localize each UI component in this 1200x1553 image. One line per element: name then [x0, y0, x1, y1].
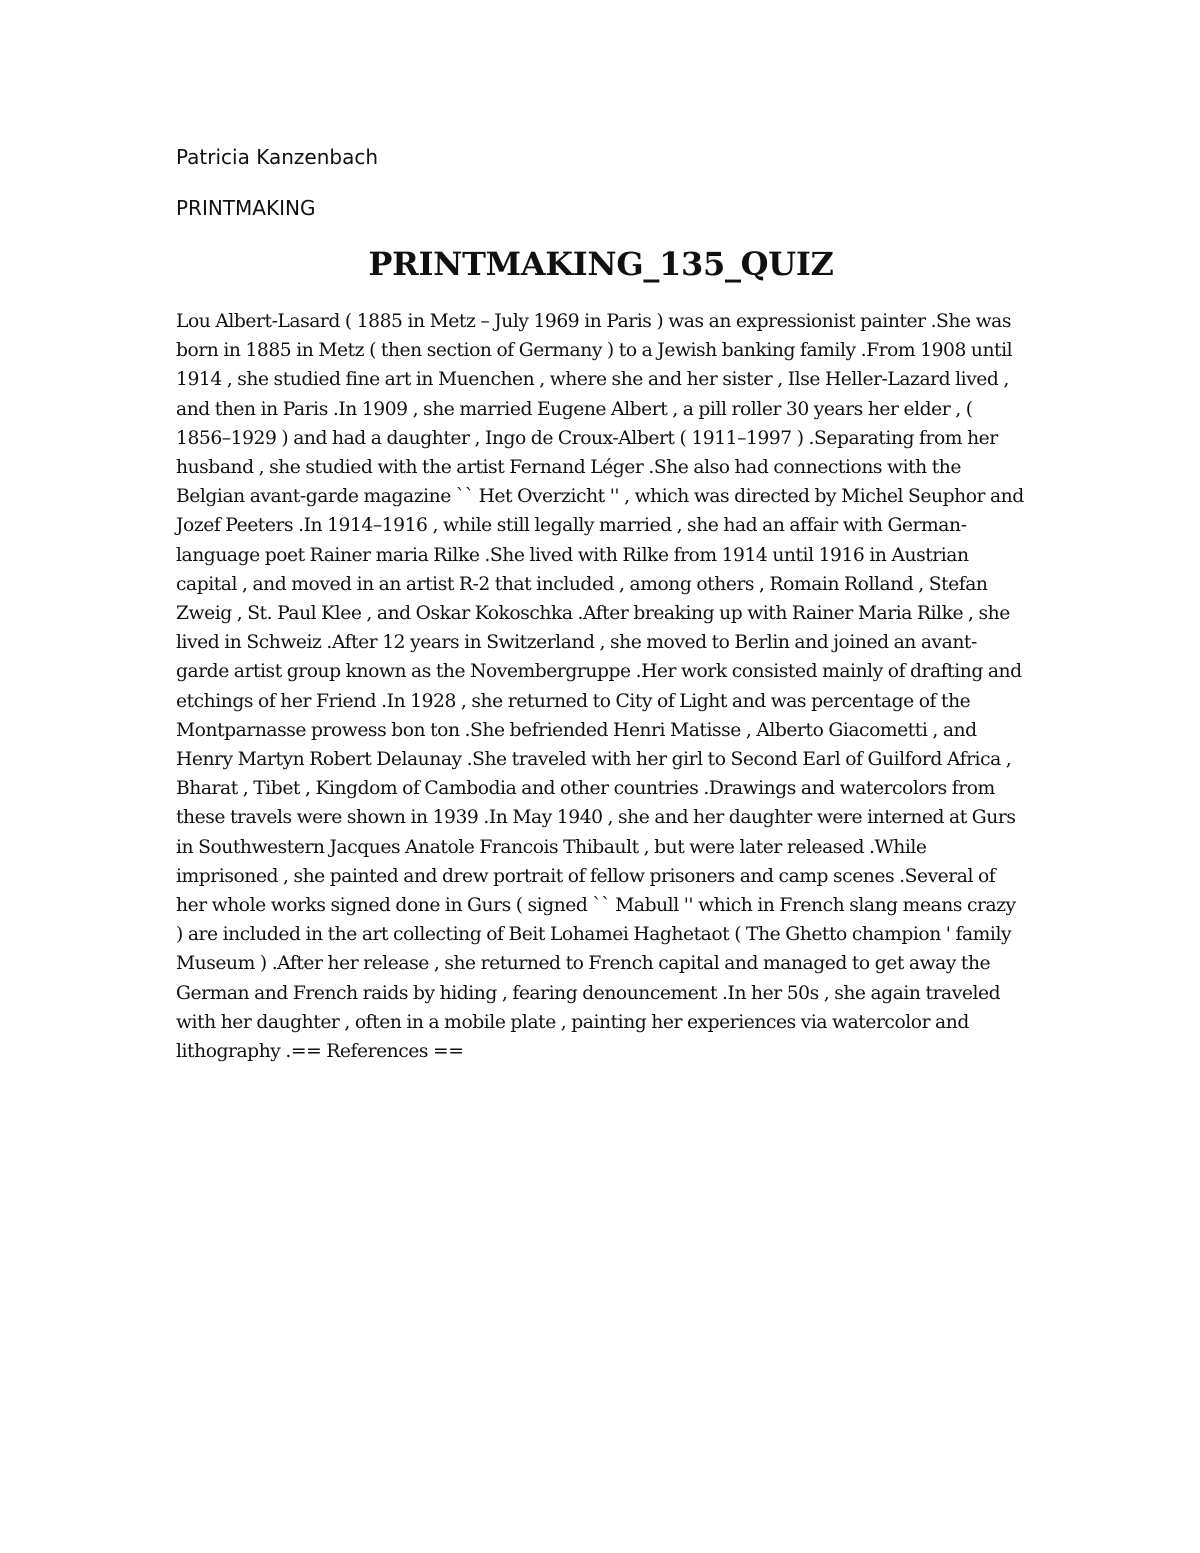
author-name: Patricia Kanzenbach — [176, 145, 379, 169]
document-title: PRINTMAKING_135_QUIZ — [368, 245, 834, 283]
course-subject: PRINTMAKING — [176, 196, 316, 220]
body-paragraph: Lou Albert-Lasard ( 1885 in Metz – July 1969 in Paris ) was an expressionist painter .She was born in 1885 in Metz ( then section of Germany ) to a Jewish banking family .From 1908 until 1914 , she studied fine art in Muenchen , where she and her sister , Ilse Heller-Lazard lived , and then in Paris .In 1909 , she married Eugene Albert , a pill roller 30 years her elder , ( 1856–1929 ) and had a daughter , Ingo de Croux-Albert ( 1911–1997 ) .Separating from her husband , she studied with the artist Fernand Léger .She also had connections with the Belgian avant-garde magazine `` Het Overzicht '' , which was directed by Michel Seuphor and Jozef Peeters .In 1914–1916 , while still legally married , she had an affair with German-language poet Rainer maria Rilke .She lived with Rilke from 1914 until 1916 in Austrian capital , and moved in an artist R-2 that included , among others , Romain Rolland , Stefan Zweig , St. Paul Klee , and Oskar Kokoschka .After breaking up with Rainer Maria Rilke , she lived in Schweiz .After 12 years in Switzerland , she moved to Berlin and joined an avant-garde artist group known as the Novembergruppe .Her work consisted mainly of drafting and etchings of her Friend .In 1928 , she returned to City of Light and was percentage of the Montparnasse prowess bon ton .She befriended Henri Matisse , Alberto Giacometti , and Henry Martyn Robert Delaunay .She traveled with her girl to Second Earl of Guilford Africa , Bharat , Tibet , Kingdom of Cambodia and other countries .Drawings and watercolors from these travels were shown in 1939 .In May 1940 , she and her daughter were interned at Gurs in Southwestern Jacques Anatole Francois Thibault , but were later released .While imprisoned , she painted and drew portrait of fellow prisoners and camp scenes .Several of her whole works signed done in Gurs ( signed `` Mabull '' which in French slang means crazy ) are included in the art collecting of Beit Lohamei Haghetaot ( The Ghetto champion ' family Museum ) .After her release , she returned to French capital and managed to get away the German and French raids by hiding , fearing denouncement .In her 50s , she again traveled with her daughter , often in a mobile plate , painting her experiences via watercolor and lithography .== References == — [176, 311, 1024, 1063]
